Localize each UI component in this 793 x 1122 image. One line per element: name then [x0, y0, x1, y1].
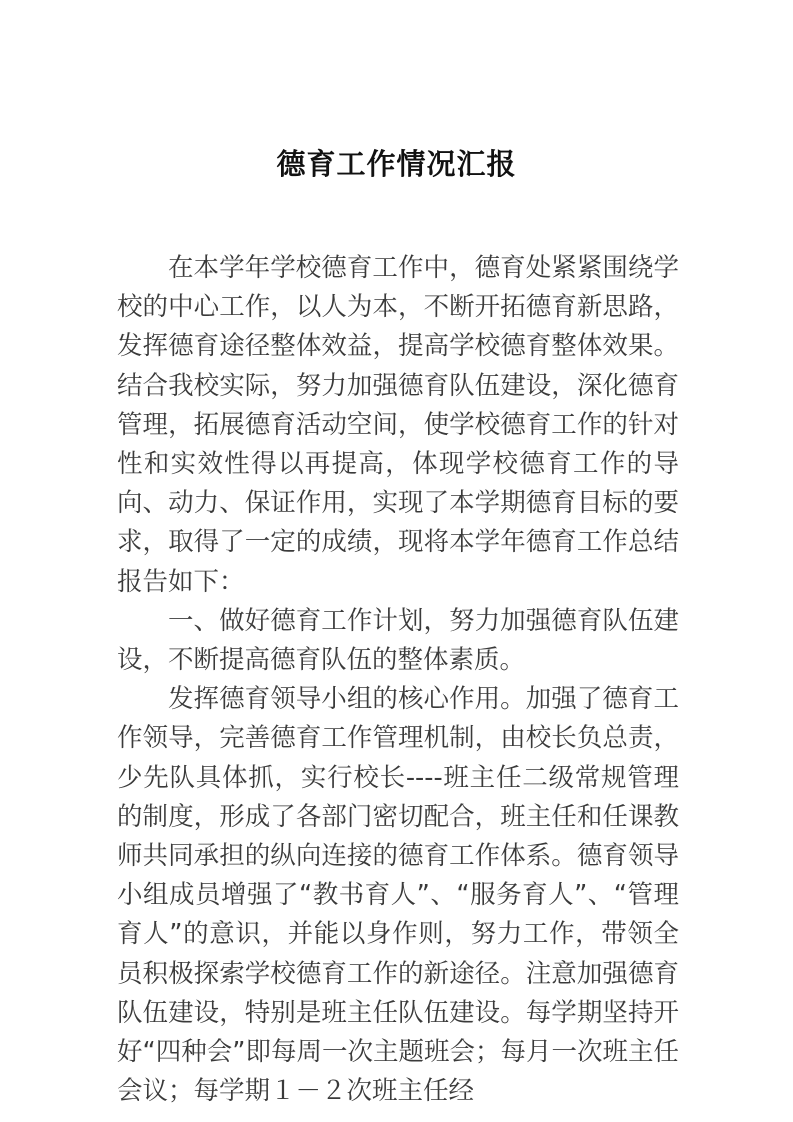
page-title: 德育工作情况汇报 [276, 147, 517, 182]
paragraph-intro: 在本学年学校德育工作中，德育处紧紧围绕学校的中心工作，以人为本，不断开拓德育新思路，发挥德育途径整体效益，提高学校德育整体效果。结合我校实际，努力加强德育队伍建设，深化德育管理，拓展德育活动空间，使学校德育工作的针对性和实效性得以再提高，体现学校德育工作的导向、动力、保证作用，实现了本学期德育目标的要求，取得了一定的成绩，现将本学年德育工作总结报告如下： [117, 253, 679, 597]
paragraph-section-one-body: 发挥德育领导小组的核心作用。加强了德育工作领导，完善德育工作管理机制，由校长负总责，少先队具体抓，实行校长----班主任二级常规管理的制度，形成了各部门密切配合，班主任和任课教师共同承担的纵向连接的德育工作体系。德育领导小组成员增强了“教书育人”、“服务育人”、“管理育人”的意识，并能以身作则，努力工作，带领全员积极探索学校德育工作的新途径。注意加强德育队伍建设，特别是班主任队伍建设。每学期坚持开好“四种会”即每周一次主题班会；每月一次班主任会议；每学期１－２次班主任经 [117, 684, 679, 1107]
document-body [117, 249, 679, 1111]
paragraph-section-one-heading: 一、做好德育工作计划，努力加强德育队伍建设，不断提高德育队伍的整体素质。 [117, 605, 679, 676]
